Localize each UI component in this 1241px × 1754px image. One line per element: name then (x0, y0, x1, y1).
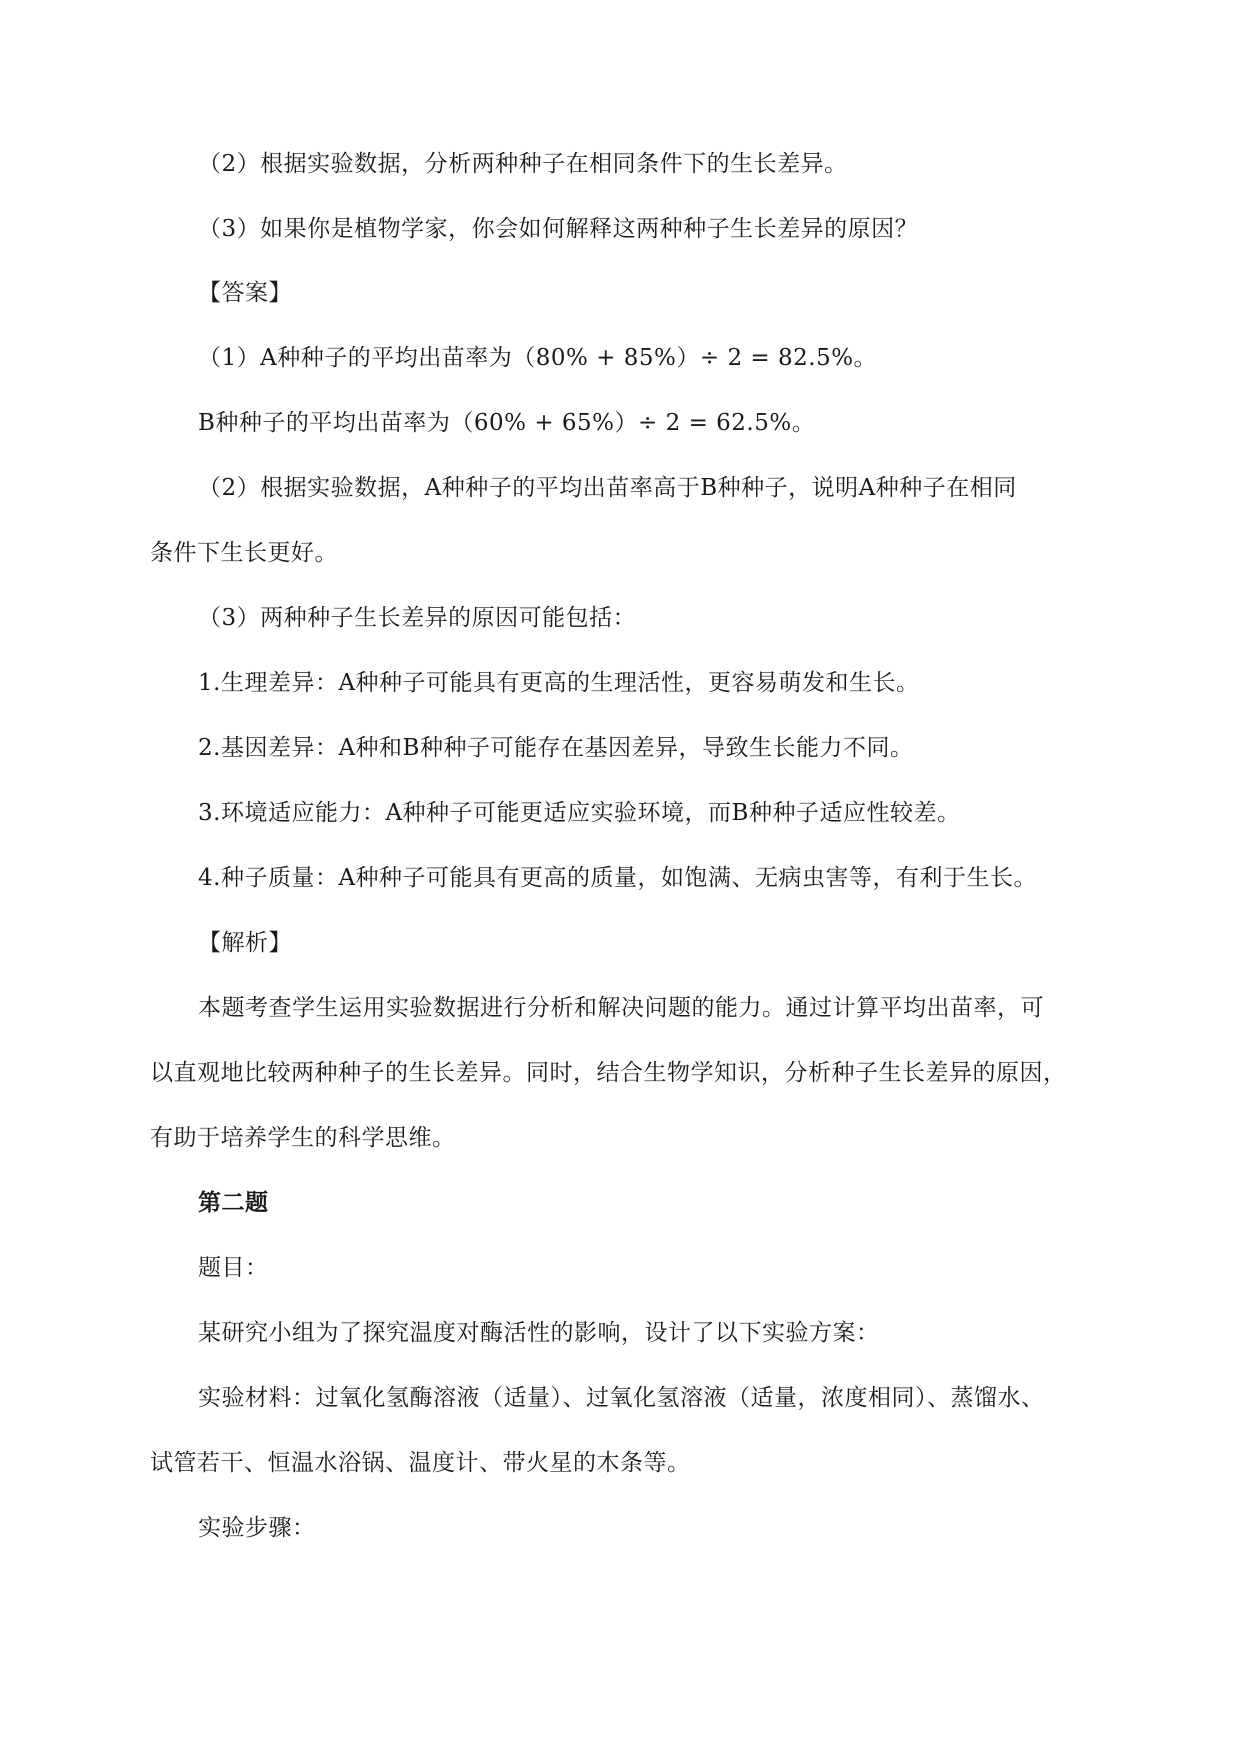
analysis-line-2: 以直观地比较两种种子的生长差异。同时，结合生物学知识，分析种子生长差异的原因， (150, 1060, 1067, 1086)
reason-2: 2.基因差异：A种和B种种子可能存在基因差异，导致生长能力不同。 (198, 735, 914, 761)
question-2-intro: 某研究小组为了探究温度对酶活性的影响，设计了以下实验方案： (198, 1320, 880, 1346)
reason-1: 1.生理差异：A种种子可能具有更高的生理活性，更容易萌发和生长。 (198, 670, 920, 696)
answer-part-2-line-1: （2）根据实验数据，A种种子的平均出苗率高于B种种子，说明A种种子在相同 (198, 475, 1017, 501)
answer-part-2-line-2: 条件下生长更好。 (150, 540, 338, 566)
answer-heading: 【答案】 (198, 280, 292, 306)
analysis-line-1: 本题考查学生运用实验数据进行分析和解决问题的能力。通过计算平均出苗率，可 (198, 995, 1044, 1021)
analysis-line-3: 有助于培养学生的科学思维。 (150, 1125, 456, 1151)
answer-part-1-a: （1）A种种子的平均出苗率为（80% + 85%）÷ 2 = 82.5%。 (198, 345, 878, 371)
reason-4: 4.种子质量：A种种子可能具有更高的质量，如饱满、无病虫害等，有利于生长。 (198, 865, 1038, 891)
materials-line-1: 实验材料：过氧化氢酶溶液（适量）、过氧化氢溶液（适量，浓度相同）、蒸馏水、 (198, 1385, 1045, 1411)
question-part-2: （2）根据实验数据，分析两种种子在相同条件下的生长差异。 (198, 151, 848, 177)
analysis-heading: 【解析】 (198, 930, 292, 956)
question-label: 题目： (198, 1255, 269, 1281)
steps-heading: 实验步骤： (198, 1515, 316, 1541)
answer-part-3: （3）两种种子生长差异的原因可能包括： (198, 605, 637, 631)
materials-line-2: 试管若干、恒温水浴锅、温度计、带火星的木条等。 (150, 1450, 691, 1476)
question-part-3: （3）如果你是植物学家，你会如何解释这两种种子生长差异的原因？ (198, 216, 919, 242)
answer-part-1-b: B种种子的平均出苗率为（60% + 65%）÷ 2 = 62.5%。 (198, 410, 816, 436)
question-2-heading: 第二题 (198, 1190, 269, 1216)
reason-3: 3.环境适应能力：A种种子可能更适应实验环境，而B种种子适应性较差。 (198, 800, 961, 826)
